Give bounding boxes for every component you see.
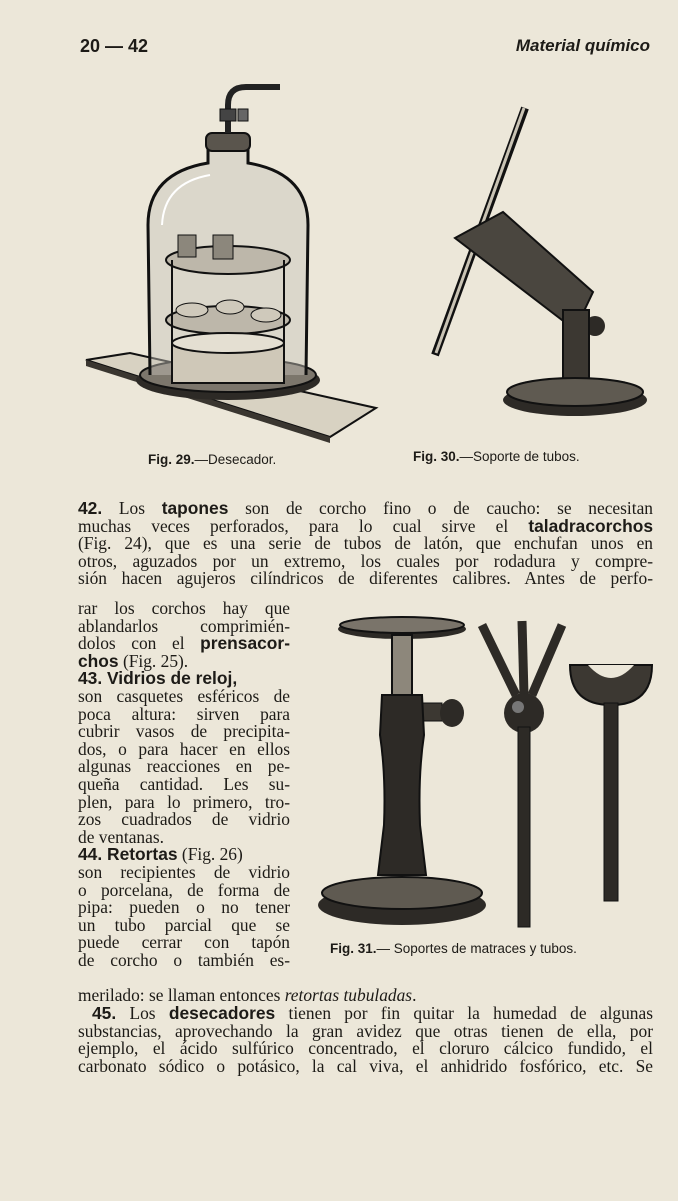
page-number: 20 — 42 [80,36,149,56]
figure-29-caption: Fig. 29.—Desecador. [148,452,277,467]
tube-stand-illustration [425,100,655,430]
narrow-column-text: rar los corchos hay que ablandarlos comprimién- dolos con el prensacor- chos (Fig. 25). 43. Vidrios de reloj, son casquetes esféricos de poca altura: sirven para cubrir vasos de precipita- dos, o para hacer en ellos algunas reacciones en pe- queña cantidad. Les su- plen, para lo primero, tro- zos cuadrados de vidrio de ventanas. 44. Retortas (Fig. 26) son recipientes de vidrio o porcelana, de forma de pipa: pueden o no tener un tubo parcial que se puede cerrar con tapón de corcho o también es- [78,598,290,970]
flask-stand [318,617,486,925]
flask-stands-illustration [312,615,657,937]
paragraph-45: 45. Los desecadores tienen por fin quitar la humedad de algunas substancias, aprovechando la gran avidez que otras tienen de ella, por ejemplo, el ácido sulfúrico concentrado, el cloruro cálcico fundido, el carbonato sódico o potásico, la cal viva, el anhidrido fosfórico, etc. Se [78,1003,653,1076]
u-stand [570,665,652,901]
section-title: Material químico [515,36,650,55]
figure-31-caption: Fig. 31.— Soportes de matraces y tubos. [330,941,577,956]
desiccator-shelves [166,235,290,383]
figure-30-caption: Fig. 30.—Soporte de tubos. [413,449,580,464]
paragraph-44-end: merilado: se llaman entonces retortas tubuladas. [78,985,417,1005]
paragraph-42: 42. Los tapones son de corcho fino o de caucho: se necesitan muchas veces perforados, para lo cual sirve el taladracorchos (Fig. 24), que es una serie de tubos de latón, que enchufan unos en otros, aguzados por un extremo, los cuales por rodadura y compre- sión hacen agujeros cilíndricos de diferentes calibres. Antes de perfo- [78,498,653,589]
tube-fork-stand [482,621,562,927]
desiccator-illustration [80,75,380,445]
